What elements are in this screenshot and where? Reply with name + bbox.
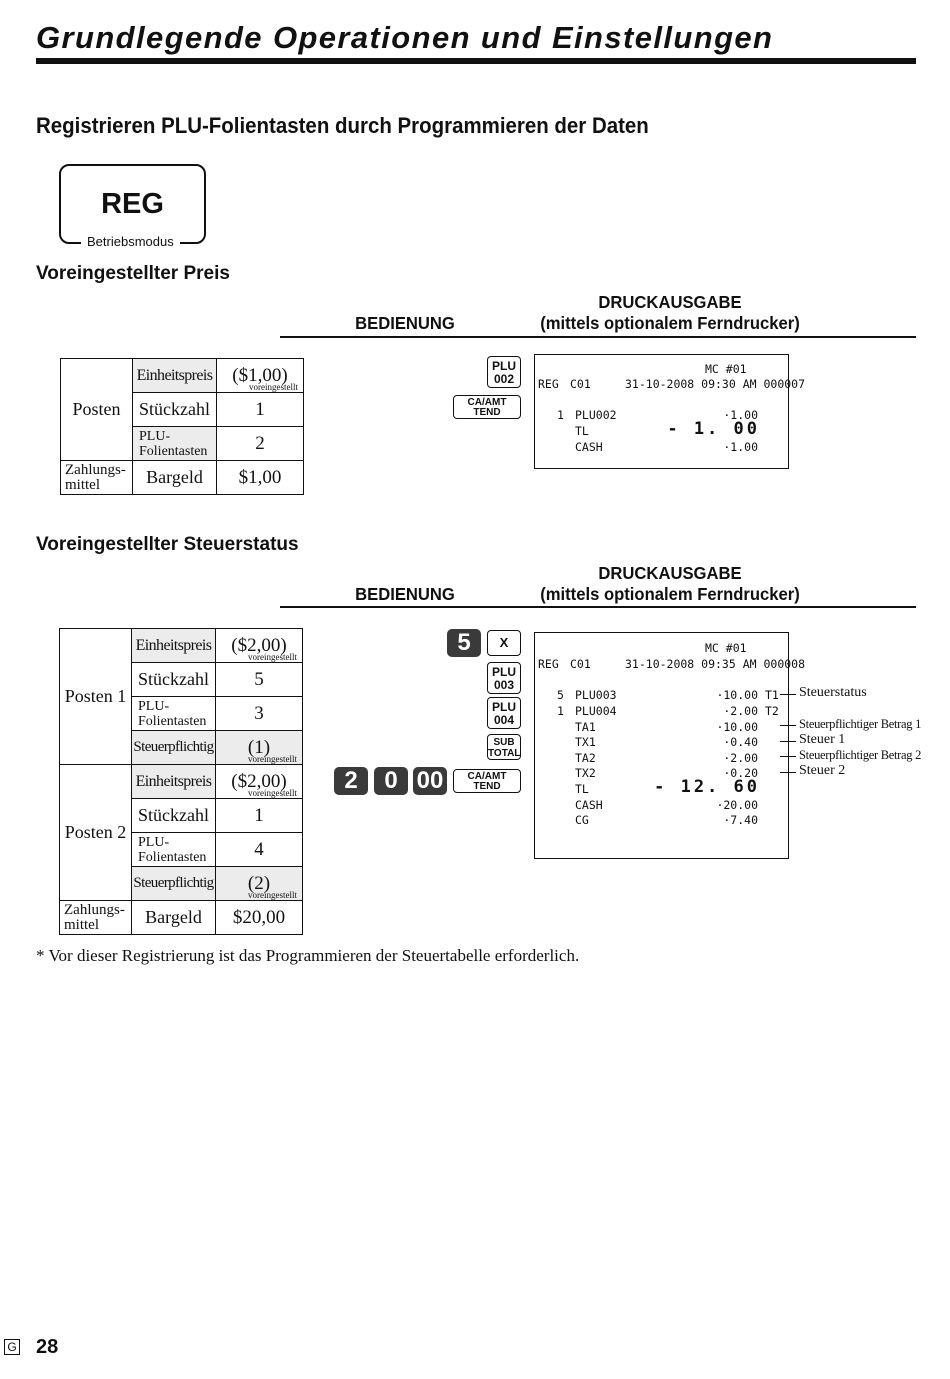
receipt-tx2-amount: ·0.20: [723, 766, 758, 780]
page-number: 28: [36, 1336, 59, 1358]
receipt-tx2-label: TX2: [575, 766, 596, 780]
mode-caption: Betriebsmodus: [81, 234, 180, 249]
annotation-leader: [780, 772, 796, 773]
receipt-cash-amount: ·20.00: [716, 798, 758, 812]
page-title: Grundlegende Operationen und Einstellungen: [36, 20, 774, 55]
row-value: [216, 731, 303, 765]
key-bottom: 003: [493, 678, 515, 692]
receipt-item: PLU003: [575, 688, 617, 702]
receipt-mc: MC #01: [705, 362, 747, 376]
receipt-datetime: 31-10-2008 09:30 AM 000007: [625, 377, 806, 391]
receipt-tx1-amount: ·0.40: [723, 735, 758, 749]
annotation-leader: [780, 756, 796, 757]
row-label: Bargeld: [132, 901, 216, 935]
printout-title: DRUCKAUSGABE: [598, 292, 742, 312]
column-rule-2: [280, 606, 916, 608]
value-text: ($1,00): [232, 364, 288, 386]
row-value: 3: [216, 697, 303, 731]
key-bottom: 002: [493, 372, 515, 386]
ca-amt-tend-key[interactable]: [453, 769, 521, 793]
row-label: Steuerpflichtig: [132, 731, 216, 765]
row-value: [217, 359, 304, 393]
example1-table: [60, 358, 304, 495]
receipt-clerk: C01: [570, 377, 591, 391]
subtotal-key[interactable]: [487, 734, 521, 760]
receipt-ta1-amount: ·10.00: [716, 720, 758, 734]
receipt-tx1-label: TX1: [575, 735, 596, 749]
receipt-item: PLU004: [575, 704, 617, 718]
annotation-leader: [780, 694, 796, 695]
row-label: Stückzahl: [132, 663, 216, 697]
printout-subtitle: (mittels optionalem Ferndrucker): [540, 584, 800, 604]
example2-table: [59, 628, 303, 935]
column-rule-1: [280, 336, 916, 338]
receipt-item: PLU002: [575, 408, 617, 422]
group-payment: Zahlungs-mittel: [60, 901, 132, 935]
receipt-amount: ·10.00: [716, 688, 758, 702]
receipt-tl-label: TL: [575, 424, 589, 438]
multiply-key[interactable]: X: [487, 630, 521, 656]
row-value: 1: [217, 393, 304, 427]
row-label: PLU-Folientasten: [132, 833, 216, 867]
receipt-amount: ·1.00: [723, 408, 758, 422]
receipt-qty: 1: [557, 408, 564, 422]
annotation-leader: [780, 725, 796, 726]
value-text: (2): [247, 872, 271, 894]
section-heading: Registrieren PLU-Folientasten durch Programmieren der Daten: [36, 113, 649, 138]
receipt-ta2-label: TA2: [575, 751, 596, 765]
printout-title: DRUCKAUSGABE: [598, 563, 742, 583]
row-value: $1,00: [217, 461, 304, 495]
plu-002-key[interactable]: [487, 356, 521, 388]
receipt-mode: REG: [538, 377, 559, 391]
key-bottom: 004: [493, 713, 515, 727]
example2-heading: Voreingestellter Steuerstatus: [36, 534, 299, 555]
row-label: Einheitspreis: [132, 629, 216, 663]
receipt-cash-label: CASH: [575, 440, 603, 454]
row-value: 5: [216, 663, 303, 697]
row-value: [216, 765, 303, 799]
value-text: ($2,00): [231, 634, 287, 656]
mode-key-box: [59, 164, 206, 249]
ca-amt-tend-key[interactable]: [453, 395, 521, 419]
title-rule: [36, 58, 916, 64]
preset-tag: voreingestellt: [248, 652, 297, 662]
printout-heading-2: [537, 563, 803, 605]
value-text: ($2,00): [231, 770, 287, 792]
receipt-mode: REG: [538, 657, 559, 671]
key-bottom: TEND: [473, 781, 501, 792]
row-value: 4: [216, 833, 303, 867]
receipt-amount: ·2.00: [723, 704, 758, 718]
receipt-tax-status: T1: [765, 688, 779, 702]
annotation-taxable-2: Steuerpflichtiger Betrag 2: [799, 748, 922, 762]
row-label: Stückzahl: [133, 393, 217, 427]
digit-0-key[interactable]: 0: [374, 767, 408, 795]
annotation-tax-2: Steuer 2: [799, 763, 846, 778]
preset-tag: voreingestellt: [249, 382, 298, 392]
receipt-clerk: C01: [570, 657, 591, 671]
value-text: (1): [247, 736, 271, 758]
row-label: Einheitspreis: [132, 765, 216, 799]
annotation-tax-status: Steuerstatus: [799, 685, 867, 700]
row-value: [216, 629, 303, 663]
row-label: PLU-Folientasten: [133, 427, 217, 461]
row-label: Bargeld: [133, 461, 217, 495]
row-label: Einheitspreis: [133, 359, 217, 393]
annotation-leader: [780, 741, 796, 742]
group-item-1: Posten 1: [60, 629, 132, 765]
digit-5-key[interactable]: 5: [447, 629, 481, 657]
row-value: 1: [216, 799, 303, 833]
preset-tag: voreingestellt: [248, 890, 297, 900]
row-value: [216, 867, 303, 901]
receipt-cash-label: CASH: [575, 798, 603, 812]
key-top: PLU: [492, 665, 516, 679]
receipt-tl-label: TL: [575, 782, 589, 796]
preset-tag: voreingestellt: [248, 754, 297, 764]
group-item-2: Posten 2: [60, 765, 132, 901]
receipt-tl-amount: - 1. 00: [667, 419, 760, 439]
footnote: * Vor dieser Registrierung ist das Programmieren der Steuertabelle erforderlich.: [36, 946, 580, 965]
group-payment: Zahlungs-mittel: [61, 461, 133, 495]
row-label: PLU-Folientasten: [132, 697, 216, 731]
row-value: $20,00: [216, 901, 303, 935]
row-value: 2: [217, 427, 304, 461]
receipt-cg-label: CG: [575, 813, 589, 827]
group-item: Posten: [61, 359, 133, 461]
printout-subtitle: (mittels optionalem Ferndrucker): [540, 313, 800, 333]
key-top: PLU: [492, 359, 516, 373]
receipt-datetime: 31-10-2008 09:35 AM 000008: [625, 657, 806, 671]
row-label: Stückzahl: [132, 799, 216, 833]
plu-004-key[interactable]: [487, 697, 521, 729]
annotation-taxable-1: Steuerpflichtiger Betrag 1: [799, 717, 922, 731]
receipt-tl-amount: - 12. 60: [654, 777, 760, 797]
digit-2-key[interactable]: 2: [334, 767, 368, 795]
language-marker: G: [4, 1339, 20, 1355]
receipt-qty: 5: [557, 688, 564, 702]
key-top: CA/AMT: [467, 397, 507, 408]
receipt-2: [534, 632, 806, 859]
annotation-tax-1: Steuer 1: [799, 732, 846, 747]
digit-00-key[interactable]: 00: [413, 767, 447, 795]
receipt-cash-amount: ·1.00: [723, 440, 758, 454]
operation-heading-2: BEDIENUNG: [355, 584, 455, 604]
receipt-qty: 1: [557, 704, 564, 718]
key-bottom: TEND: [473, 407, 501, 418]
receipt-ta1-label: TA1: [575, 720, 596, 734]
row-label: Steuerpflichtig: [132, 867, 216, 901]
key-top: CA/AMT: [467, 771, 507, 782]
printout-heading-1: [537, 292, 803, 334]
mode-key-label: REG: [101, 188, 164, 220]
key-bottom: TOTAL: [488, 748, 521, 759]
receipt-tax-status: T2: [765, 704, 779, 718]
preset-tag: voreingestellt: [248, 788, 297, 798]
example1-heading: Voreingestellter Preis: [36, 263, 230, 284]
operation-heading-1: BEDIENUNG: [355, 313, 455, 333]
receipt-cg-amount: ·7.40: [723, 813, 758, 827]
receipt-ta2-amount: ·2.00: [723, 751, 758, 765]
key-top: PLU: [492, 700, 516, 714]
plu-003-key[interactable]: [487, 662, 521, 694]
key-top: SUB: [493, 737, 515, 748]
receipt-1: [534, 354, 806, 469]
receipt-mc: MC #01: [705, 641, 747, 655]
